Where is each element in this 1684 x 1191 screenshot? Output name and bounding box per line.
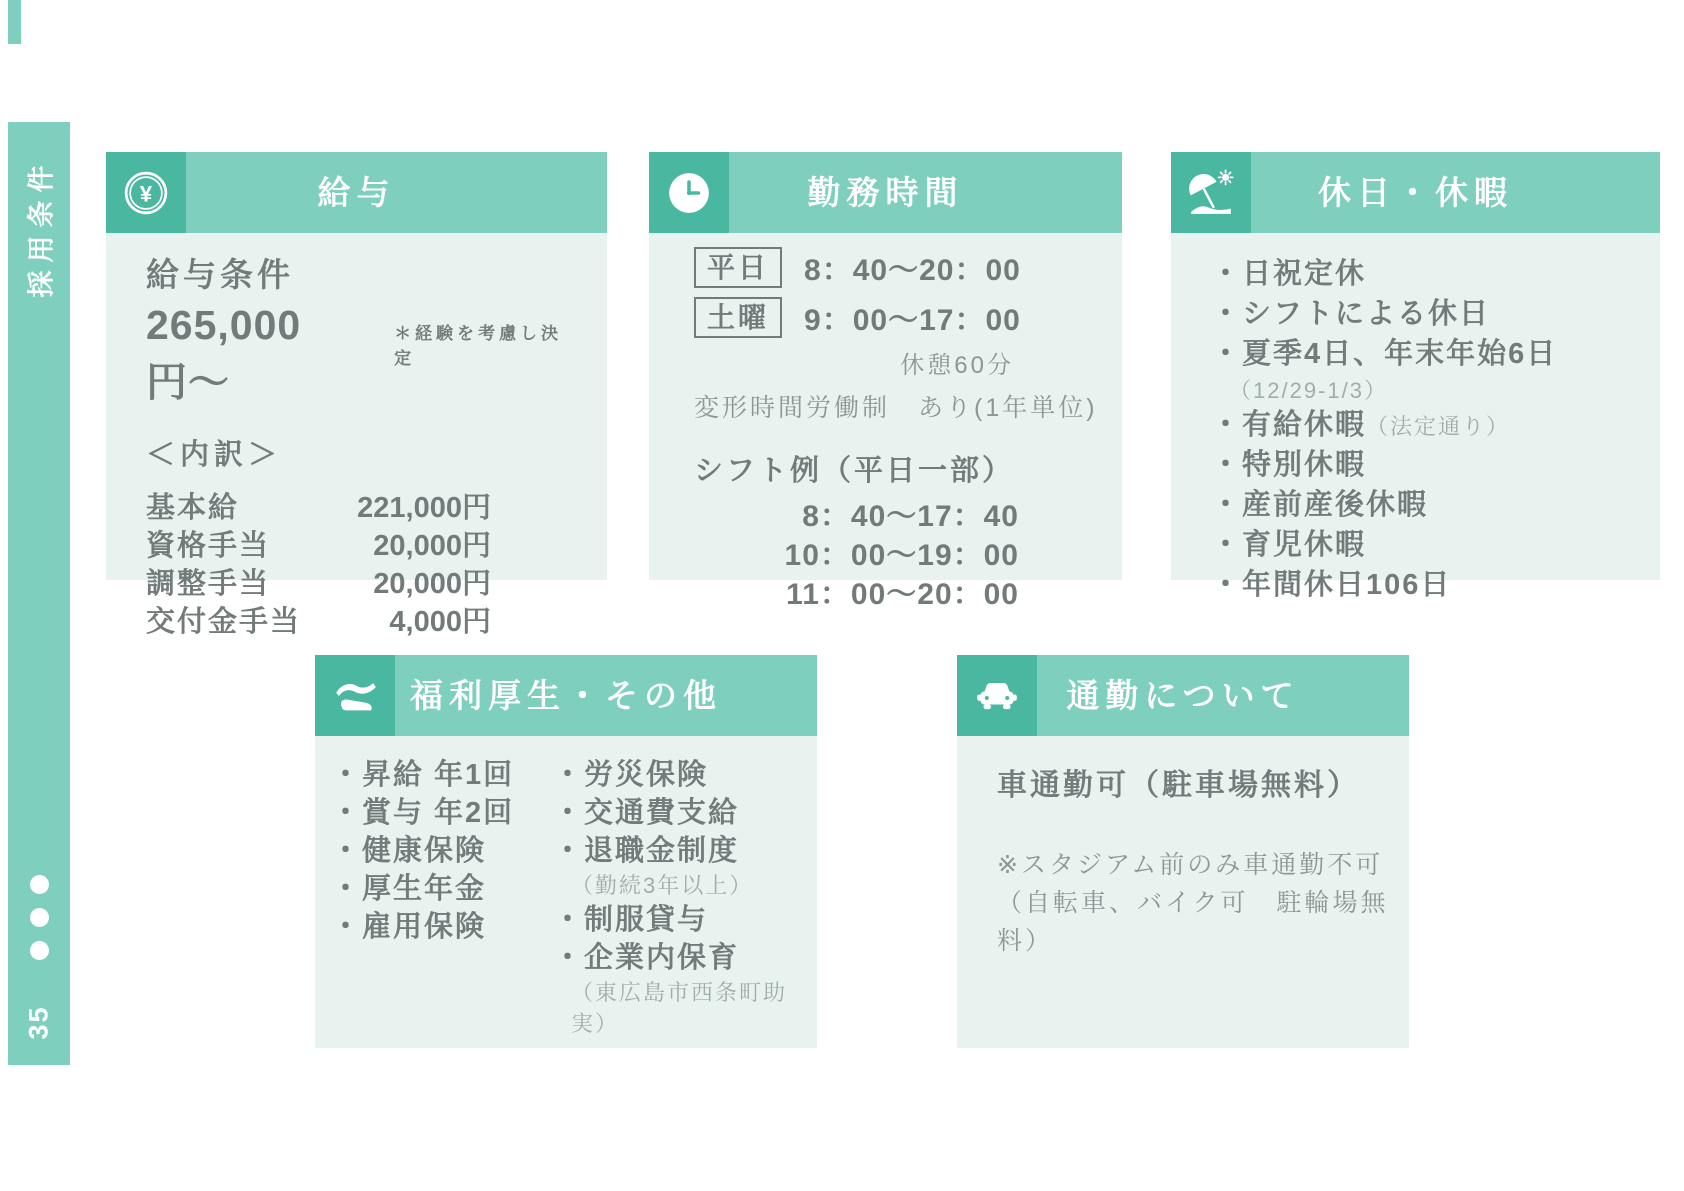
benefit-item-text: ・健康保険 [331, 835, 487, 867]
breakdown-item-value: 221,000円 [357, 492, 491, 524]
benefit-item [553, 794, 817, 832]
breakdown-item-label: 基本給 [146, 492, 240, 524]
benefit-item-text: ・制服貸与 [553, 904, 709, 936]
car-icon [957, 655, 1037, 736]
card-salary-header [106, 152, 607, 233]
shift-example-item: 10：00〜19：00 [784, 539, 1019, 572]
salary-breakdown-row [146, 603, 491, 641]
day-label: 土曜 [694, 297, 782, 338]
benefit-item-text: ・退職金制度 [553, 835, 740, 867]
breakdown-item-value: 4,000円 [389, 606, 491, 638]
benefit-item [553, 901, 817, 939]
holiday-item-text: ・シフトによる休日 [1211, 298, 1491, 330]
card-holidays-body [1171, 233, 1660, 601]
section-sidebar [8, 122, 70, 1065]
salary-breakdown-label: ＜内訳＞ [146, 439, 283, 471]
card-commute-title: 通勤について [1066, 677, 1300, 714]
benefit-item-text: ・雇用保険 [331, 911, 487, 943]
benefit-item [331, 794, 553, 832]
card-working-hours-title: 勤務時間 [807, 174, 964, 211]
card-salary [106, 152, 607, 638]
beach-umbrella-icon [1171, 152, 1251, 233]
holiday-item [1211, 335, 1646, 375]
commute-note: ※スタジアム前のみ車通勤不可 [997, 851, 1384, 879]
schedule-row [694, 295, 1122, 339]
break-note: 休憩60分 [900, 352, 1014, 379]
benefit-item [331, 832, 553, 870]
holiday-item [1211, 295, 1646, 335]
card-benefits-title: 福利厚生・その他 [410, 677, 722, 714]
time-range: 8：40〜20：00 [804, 254, 1021, 287]
page-number: 35 [23, 1004, 54, 1040]
flex-time-note: 変形時間労働制 あり(1年単位) [694, 394, 1098, 422]
card-salary-title: 給与 [317, 174, 396, 211]
schedule-list [694, 245, 1122, 339]
benefit-item-text: （東広島市西条町助実） [571, 980, 788, 1036]
commute-note: （自転車、バイク可 駐輪場無料） [997, 889, 1389, 955]
benefit-item-text: ・賞与 年2回 [331, 797, 515, 829]
holiday-item-text: ・産前産後休暇 [1211, 489, 1429, 521]
breakdown-item-value: 20,000円 [373, 568, 491, 600]
benefit-item-text: ・企業内保育 [553, 942, 740, 974]
benefit-item [553, 939, 817, 977]
holiday-item-text: ・育児休暇 [1211, 529, 1367, 561]
shift-example-item: 8：40〜17：40 [802, 500, 1019, 533]
card-commute-header [957, 655, 1409, 736]
shift-example-title: シフト例（平日一部） [694, 455, 1015, 487]
benefit-item-text: ・昇給 年1回 [331, 759, 515, 791]
card-working-hours [649, 152, 1122, 611]
salary-amount-note: ＊経験を考慮し決定 [394, 324, 563, 368]
benefits-columns [331, 756, 817, 1039]
benefit-item [331, 908, 553, 946]
top-accent-notch [8, 0, 21, 44]
day-label: 平日 [694, 247, 782, 288]
svg-text:¥: ¥ [139, 180, 153, 206]
benefits-left-column [331, 756, 553, 1039]
salary-breakdown-row [146, 565, 491, 603]
salary-breakdown-row [146, 489, 491, 527]
benefit-item-text: ・厚生年金 [331, 873, 487, 905]
card-benefits-header [315, 655, 817, 736]
card-holidays [1171, 152, 1660, 601]
benefits-right-column [553, 756, 817, 1039]
commute-notes [997, 846, 1409, 960]
holiday-item-text: ・特別休暇 [1211, 449, 1367, 481]
benefit-item [553, 870, 817, 901]
salary-amount-row [146, 302, 579, 408]
section-title: 採用条件 [26, 157, 57, 297]
holiday-item-note: （法定通り） [1366, 414, 1511, 439]
card-holidays-title: 休日・休暇 [1318, 174, 1513, 211]
holiday-item [1211, 486, 1646, 526]
card-benefits [315, 655, 817, 1048]
holiday-item [1211, 526, 1646, 566]
holiday-item [1211, 255, 1646, 295]
card-benefits-body [315, 736, 817, 1048]
pagination-dot [30, 941, 49, 960]
breakdown-item-label: 交付金手当 [146, 606, 302, 638]
shift-example-list [694, 497, 1019, 614]
time-range: 9：00〜17：00 [804, 304, 1021, 337]
yen-coin-icon [106, 152, 186, 233]
card-working-hours-header [649, 152, 1122, 233]
card-commute-body [957, 736, 1409, 1048]
benefit-item [553, 756, 817, 794]
breakdown-item-label: 調整手当 [146, 568, 271, 600]
benefit-item-text: ・労災保険 [553, 759, 709, 791]
breakdown-item-value: 20,000円 [373, 530, 491, 562]
holiday-item [1211, 566, 1646, 606]
benefit-item [553, 977, 817, 1039]
benefit-item [331, 756, 553, 794]
holiday-item-text: ・年間休日106日 [1211, 569, 1452, 601]
shift-example-item: 11：00〜20：00 [786, 578, 1019, 611]
card-salary-body [106, 233, 607, 638]
card-working-hours-body [649, 233, 1122, 611]
holiday-item-text: （12/29-1/3） [1229, 378, 1388, 403]
holiday-item-text: ・日祝定休 [1211, 258, 1367, 290]
benefit-item [331, 870, 553, 908]
salary-breakdown-table [146, 489, 491, 641]
benefit-item-text: （勤続3年以上） [571, 873, 754, 898]
benefit-item [553, 832, 817, 870]
holiday-item-text: ・夏季4日、年末年始6日 [1211, 338, 1558, 370]
schedule-row [694, 245, 1122, 289]
breakdown-item-label: 資格手当 [146, 530, 271, 562]
hand-holding-icon [315, 655, 395, 736]
salary-amount: 265,000円〜 [146, 302, 302, 405]
clock-icon [649, 152, 729, 233]
card-commute [957, 655, 1409, 1048]
pagination-dot [30, 875, 49, 894]
page-number-box [8, 993, 70, 1051]
holiday-item [1211, 406, 1646, 446]
holiday-item-text: ・有給休暇 [1211, 409, 1367, 441]
salary-breakdown-row [146, 527, 491, 565]
salary-condition-label: 給与条件 [146, 256, 294, 293]
section-label-box [8, 132, 70, 322]
holiday-item [1211, 446, 1646, 486]
holiday-item [1211, 375, 1646, 406]
pagination-dot [30, 908, 49, 927]
pagination-dots [30, 868, 49, 967]
card-holidays-header [1171, 152, 1660, 233]
commute-main-text: 車通勤可（駐車場無料） [997, 769, 1360, 802]
benefit-item-text: ・交通費支給 [553, 797, 740, 829]
